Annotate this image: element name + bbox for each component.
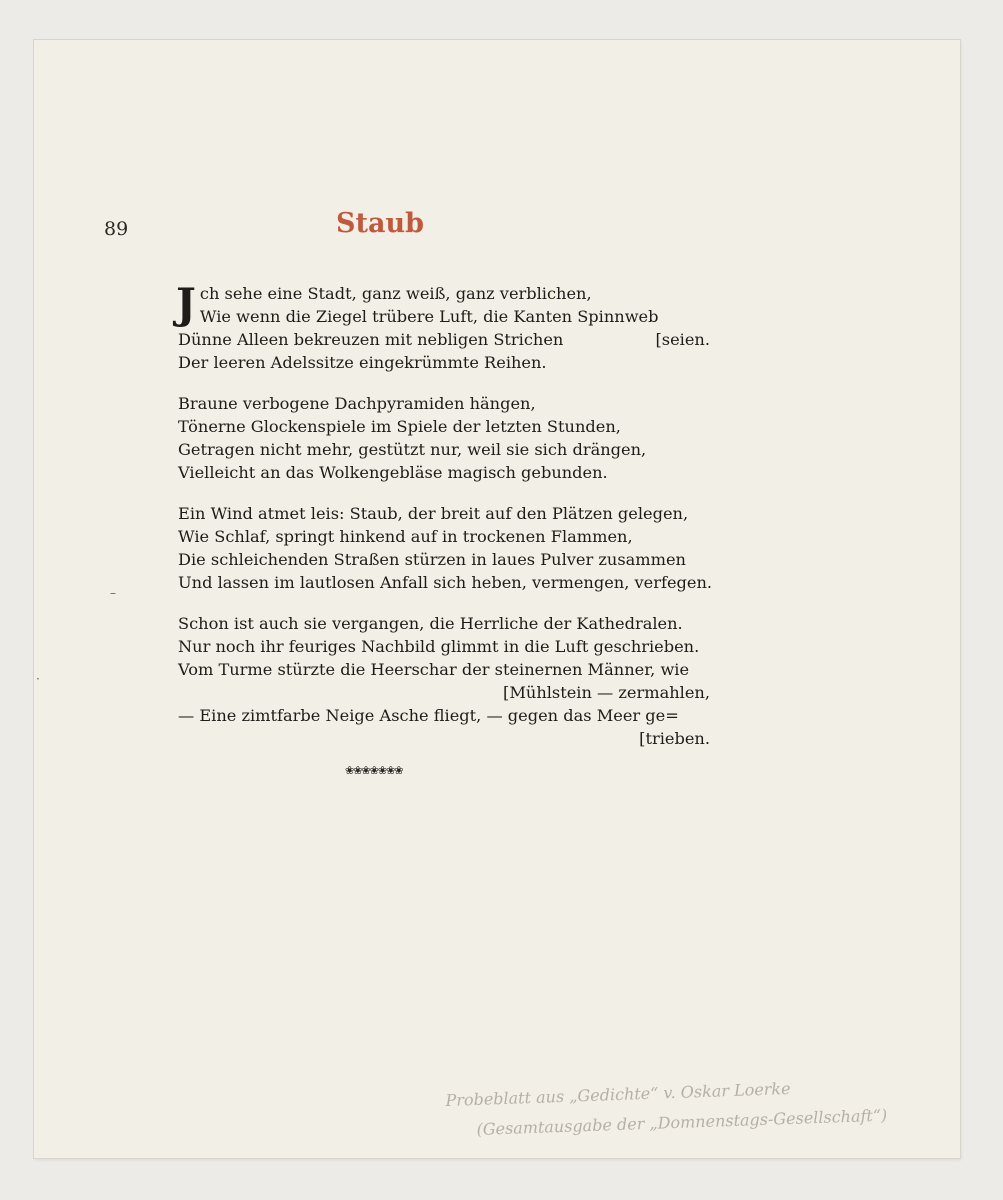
poem-line-continuation: [trieben. (639, 729, 710, 748)
stanza-4 (178, 612, 710, 750)
poem-line (178, 328, 710, 351)
poem-line: ch sehe eine Stadt, ganz weiß, ganz verblichen, (199, 284, 592, 303)
margin-mark: – (110, 586, 116, 600)
stanza-2 (178, 392, 710, 484)
poem-line-continuation: [Mühlstein — zermahlen, (503, 683, 710, 702)
poem-line-continuation: [seien. (655, 330, 710, 349)
poem-line-text: Dünne Alleen bekreuzen mit nebligen Strichen (178, 330, 564, 349)
poem-line: Und lassen im lautlosen Anfall sich heben, vermengen, verfegen. (178, 573, 713, 592)
poem-line: Braune verbogene Dachpyramiden hängen, (178, 394, 536, 413)
poem-body (176, 279, 713, 768)
pencil-annotation-line: (Gesamtausgabe der „Domnenstags-Gesellschaft“) (476, 1105, 888, 1139)
poem-line: Vom Turme stürzte die Heerschar der steinernen Männer, wie (178, 660, 690, 679)
poem-line: Tönerne Glockenspiele im Spiele der letzten Stunden, (178, 417, 621, 436)
poem-line: Nur noch ihr feuriges Nachbild glimmt in die Luft geschrieben. (178, 637, 700, 656)
poem-line: Schon ist auch sie vergangen, die Herrliche der Kathedralen. (178, 614, 683, 633)
poem-line: Vielleicht an das Wolkengebläse magisch gebunden. (178, 463, 608, 482)
stanza-1 (176, 279, 710, 374)
poem-line: Der leeren Adelssitze eingekrümmte Reihen. (178, 353, 547, 372)
poem-line: Getragen nicht mehr, gestützt nur, weil sie sich drängen, (178, 440, 647, 459)
poem-line: — Eine zimtfarbe Neige Asche fliegt, — gegen das Meer ge= (178, 706, 679, 725)
end-ornament: ❀❀❀❀❀❀❀ (345, 764, 403, 777)
page-number: 89 (104, 218, 129, 240)
poem-line: Wie Schlaf, springt hinkend auf in trockenen Flammen, (178, 527, 633, 546)
drop-cap: J (176, 279, 196, 328)
poem-line: Die schleichenden Straßen stürzen in laues Pulver zusammen (178, 550, 686, 569)
poem-line: Wie wenn die Ziegel trübere Luft, die Kanten Spinnweb (199, 307, 659, 326)
poem-title: Staub (336, 208, 424, 239)
margin-dot: · (36, 672, 40, 686)
stanza-3 (178, 502, 713, 594)
poem-line: Ein Wind atmet leis: Staub, der breit auf den Plätzen gelegen, (178, 504, 689, 523)
pencil-annotation-line: Probeblatt aus „Gedichte“ v. Oskar Loerke (445, 1078, 791, 1110)
